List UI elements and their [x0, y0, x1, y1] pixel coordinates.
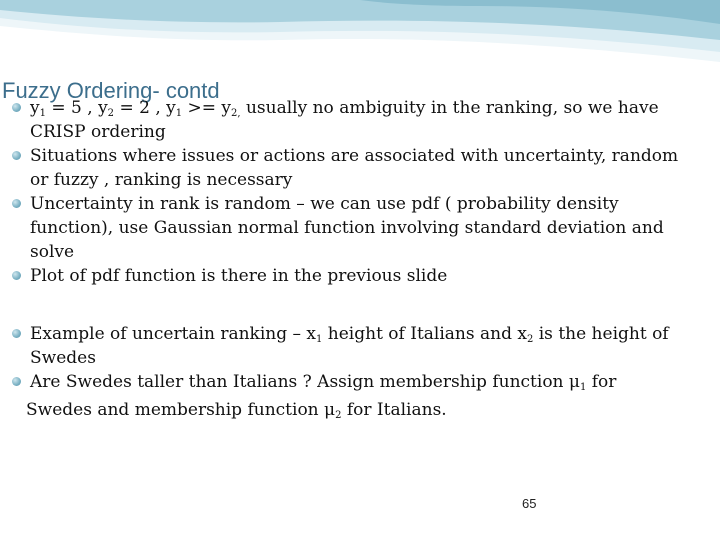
subscript: 1 — [316, 334, 323, 345]
bullet-example — [0, 322, 700, 370]
bullet-situations — [0, 144, 700, 192]
subscript: 2 — [335, 410, 342, 421]
bullet-text: Situations where issues or actions are associated with uncertainty, random or fuzzy , ranking is necessary — [30, 146, 679, 190]
bullet-plot-pdf — [0, 264, 700, 288]
bullet-list — [0, 96, 700, 422]
text-segment: = 2 , y — [114, 98, 176, 118]
subscript: 1 — [175, 108, 183, 119]
bullet-crisp-ordering — [0, 96, 700, 144]
bullet-icon — [12, 199, 21, 208]
subscript: 1 — [39, 108, 46, 119]
membership-line-two — [26, 398, 447, 422]
bullet-text: Plot of pdf function is there in the previous slide — [30, 266, 448, 286]
text-segment: = 5 , y — [45, 98, 108, 118]
text-segment: for Italians. — [341, 400, 447, 420]
subscript: 1 — [579, 382, 587, 393]
text-segment: for — [586, 372, 617, 392]
bullet-membership — [0, 370, 700, 422]
bullet-icon — [12, 271, 21, 280]
bullet-icon — [12, 329, 21, 338]
text-segment: y — [30, 98, 40, 118]
text-segment: height of Italians and x — [322, 324, 527, 344]
slide-title: Fuzzy Ordering- contd — [2, 78, 220, 103]
text-segment: Example of uncertain ranking – x — [30, 324, 317, 344]
bullet-icon — [12, 377, 21, 386]
bullet-uncertainty — [0, 192, 700, 264]
text-segment: usually no ambiguity in the ranking, so we have CRISP ordering — [30, 98, 659, 142]
page-number: 65 — [522, 496, 537, 511]
text-segment: Swedes and membership function μ — [26, 400, 336, 420]
header-wave-decoration — [0, 0, 720, 70]
bullet-icon — [12, 151, 21, 160]
bullet-icon — [12, 103, 21, 112]
subscript: 2 — [107, 108, 115, 119]
subscript: 2, — [231, 108, 241, 119]
text-segment: >= y — [182, 98, 232, 118]
subscript: 2 — [526, 334, 534, 345]
text-segment: Are Swedes taller than Italians ? Assign membership function μ — [30, 372, 580, 392]
text-segment: is the height of Swedes — [30, 324, 669, 368]
bullet-text: Uncertainty in rank is random – we can use pdf ( probability density function), use Gaussian normal function involving standard deviation and solve — [30, 194, 664, 262]
